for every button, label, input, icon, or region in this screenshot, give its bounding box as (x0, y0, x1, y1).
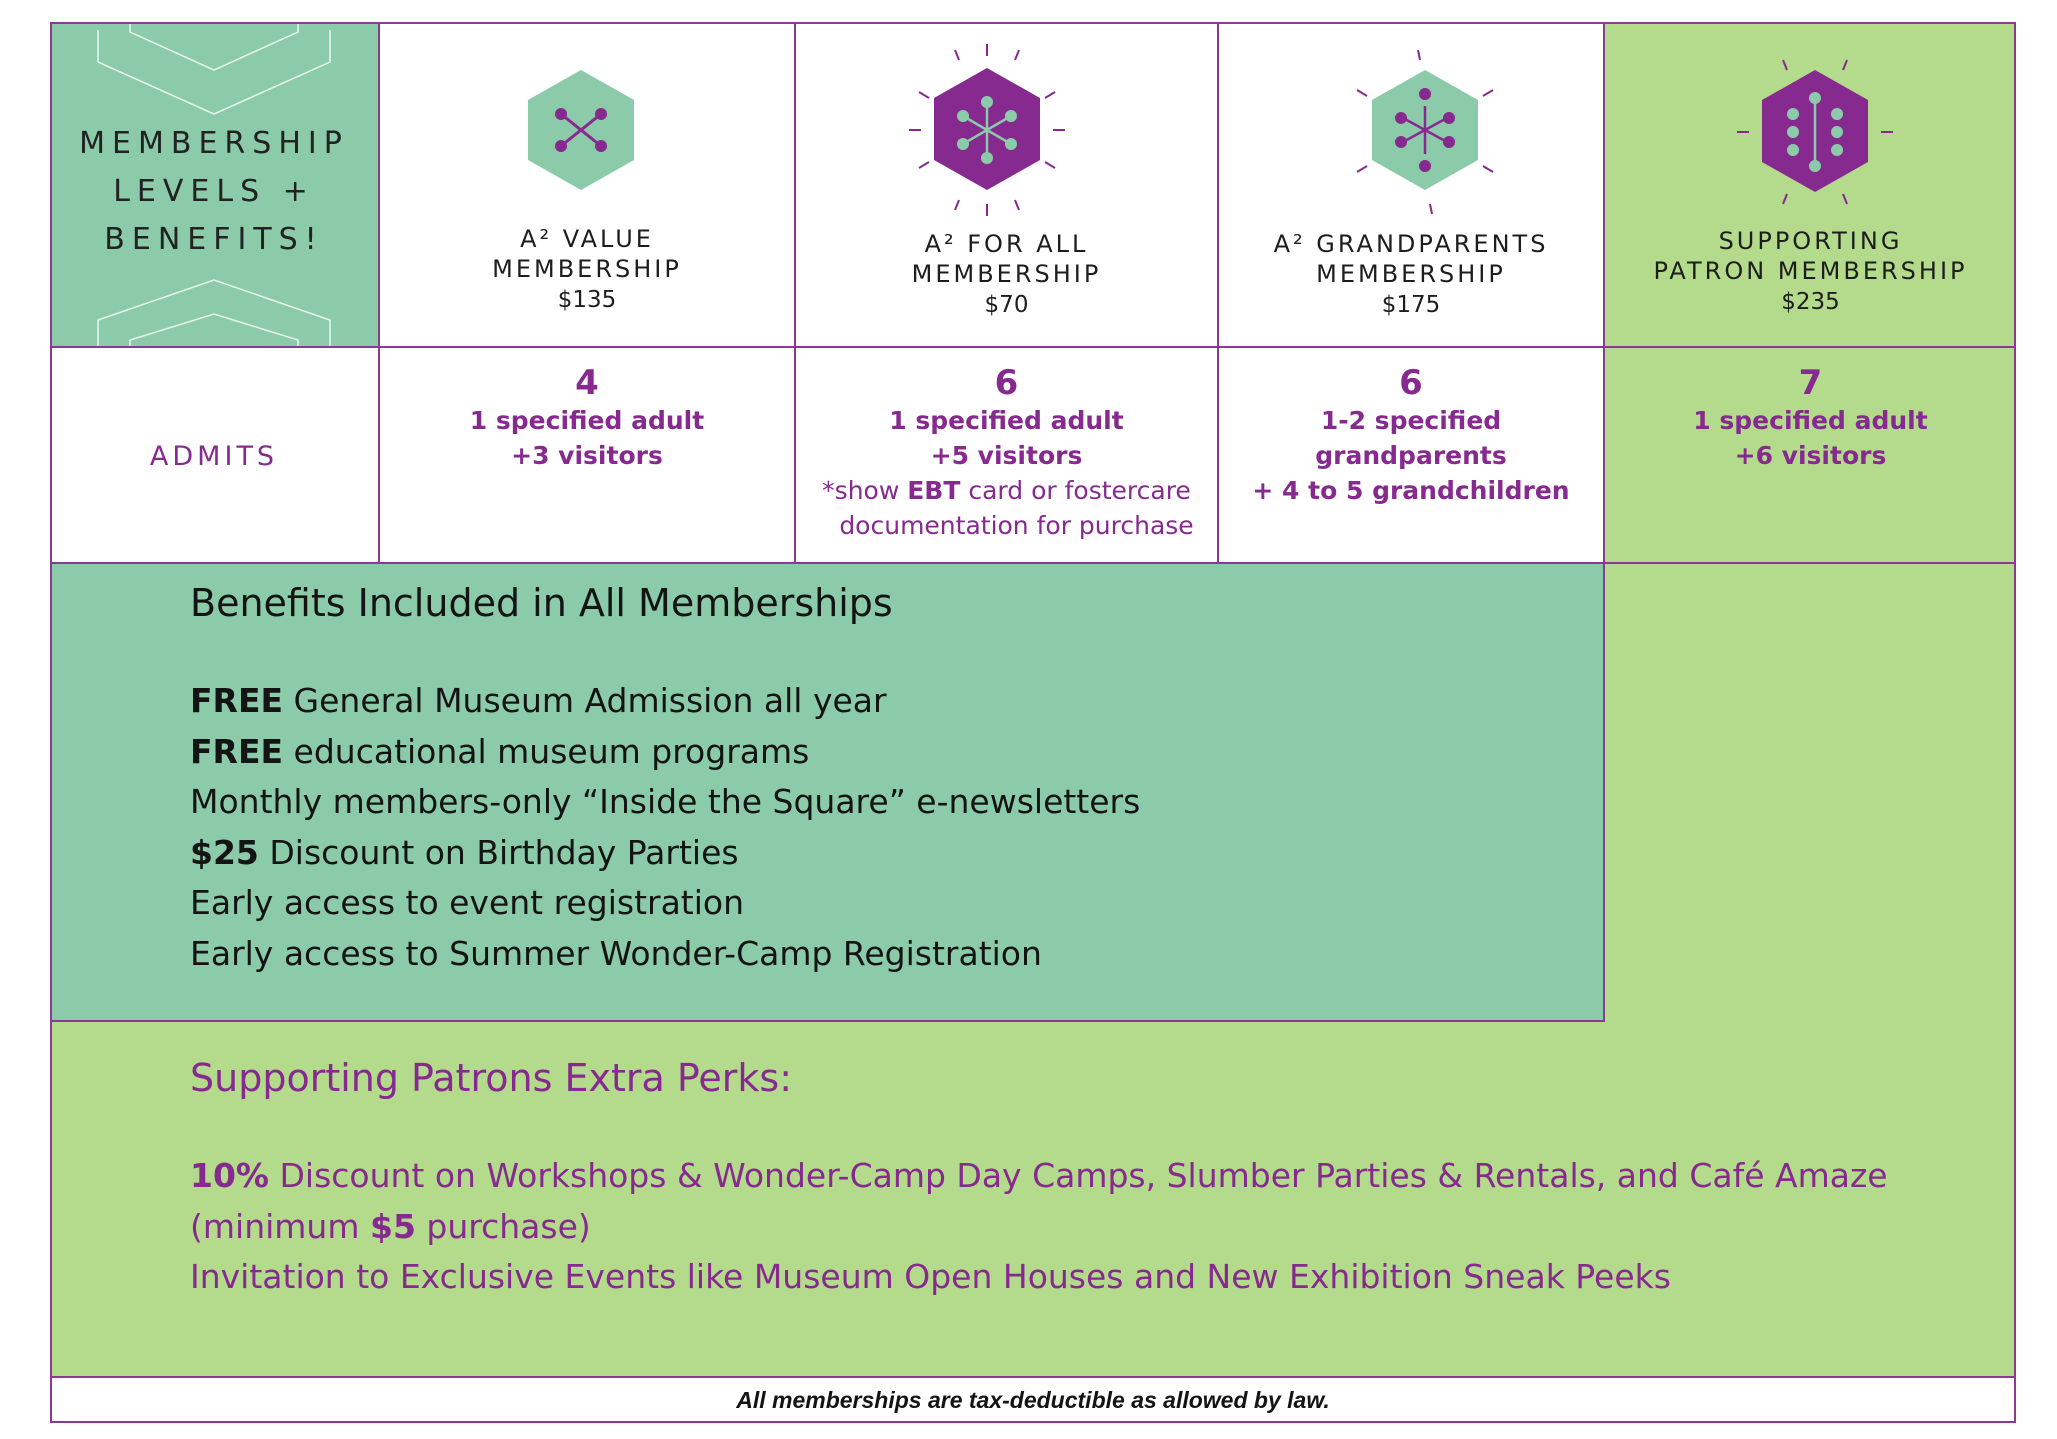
membership-name: MEMBERSHIP (1316, 260, 1506, 288)
for-all-membership-header (796, 229, 1217, 321)
benefit-item (190, 878, 1140, 929)
admit-count: 4 (575, 363, 599, 403)
hexagon-asterisk-icon (1345, 48, 1505, 216)
admit-detail: + 4 to 5 grandchildren (1252, 476, 1570, 505)
admit-detail: grandparents (1315, 441, 1507, 470)
title-line: LEVELS + (113, 174, 315, 209)
title-line: BENEFITS! (104, 222, 324, 257)
membership-name: A² GRANDPARENTS (1273, 230, 1549, 258)
benefit-bold: FREE (190, 731, 284, 771)
benefit-text: Early access to Summer Wonder-Camp Registration (190, 933, 1042, 973)
admit-detail: +6 visitors (1734, 441, 1887, 470)
perk-text: (minimum (190, 1206, 370, 1246)
hexagon-dots-icon (1735, 58, 1895, 206)
ebt-note (796, 473, 1217, 508)
membership-name: A² VALUE (520, 225, 654, 253)
membership-price: $70 (984, 292, 1029, 318)
admit-detail: +3 visitors (511, 441, 663, 470)
membership-name: SUPPORTING (1718, 227, 1903, 255)
benefits-heading: Benefits Included in All Memberships (190, 581, 893, 625)
perk-item: Invitation to Exclusive Events like Museum Open Houses and New Exhibition Sneak Peeks (190, 1257, 1671, 1296)
ebt-note-line2: documentation for purchase (839, 511, 1194, 540)
benefit-text: Monthly members-only “Inside the Square” e-newsletters (190, 782, 1141, 821)
title-line: MEMBERSHIP (79, 126, 349, 161)
admit-detail: 1 specified adult (469, 406, 705, 435)
note-text: card or fostercare (960, 476, 1191, 505)
admit-detail: 1 specified adult (1693, 406, 1928, 435)
hexagon-starburst-icon (907, 40, 1067, 220)
membership-price: $135 (557, 287, 617, 313)
benefit-item (190, 929, 1140, 980)
supporting-admits (1605, 363, 2016, 473)
perk-bold: 10% (190, 1156, 269, 1195)
for-all-admits (796, 363, 1217, 543)
membership-price: $235 (1781, 289, 1840, 315)
benefit-item (190, 828, 1140, 879)
admit-count: 6 (1399, 363, 1423, 403)
membership-name: MEMBERSHIP (911, 260, 1102, 288)
perks-heading: Supporting Patrons Extra Perks: (190, 1056, 793, 1100)
membership-price: $175 (1381, 292, 1441, 318)
admit-detail: 1-2 specified (1320, 406, 1502, 435)
admit-detail: +5 visitors (930, 441, 1083, 470)
perk-text: Discount on Workshops & Wonder-Camp Day Camps, Slumber Parties & Rentals, and Café Amaze (269, 1156, 1888, 1195)
note-text: *show (822, 476, 908, 505)
benefit-text: educational museum programs (283, 731, 810, 771)
perk-text: purchase) (415, 1206, 591, 1246)
benefit-item (190, 727, 1140, 778)
hexagon-x-icon (522, 68, 640, 192)
tax-deductible-note: All memberships are tax-deductible as allowed by law. (736, 1386, 1330, 1413)
divider (1603, 22, 1605, 1021)
admit-count: 6 (994, 363, 1019, 403)
value-membership-header (380, 224, 794, 316)
perk-bold: $5 (369, 1206, 416, 1246)
divider (50, 346, 2016, 348)
benefit-bold: $25 (190, 832, 259, 872)
admit-count: 7 (1798, 363, 1823, 403)
divider (50, 1020, 1605, 1022)
grandparents-admits (1219, 363, 1603, 508)
value-admits (380, 363, 794, 473)
benefit-text: General Museum Admission all year (283, 681, 887, 720)
divider (50, 562, 2016, 564)
benefit-item (190, 676, 1140, 727)
membership-name: A² FOR ALL (924, 230, 1089, 258)
perk-item (190, 1202, 1888, 1253)
grandparents-membership-header (1219, 229, 1603, 321)
perk-item (190, 1151, 1888, 1202)
note-bold: EBT (907, 476, 961, 505)
benefit-item (190, 777, 1140, 828)
perks-section (190, 1055, 1888, 1303)
benefit-text: Discount on Birthday Parties (258, 832, 739, 872)
membership-name: PATRON MEMBERSHIP (1653, 257, 1968, 285)
membership-title (50, 24, 378, 346)
admit-detail: 1 specified adult (889, 406, 1124, 435)
benefit-bold: FREE (190, 681, 284, 720)
benefit-text: Early access to event registration (190, 883, 745, 922)
membership-name: MEMBERSHIP (492, 255, 682, 283)
admits-label: ADMITS (149, 440, 279, 472)
supporting-patron-membership-header (1605, 226, 2016, 318)
benefits-section (190, 580, 1140, 979)
